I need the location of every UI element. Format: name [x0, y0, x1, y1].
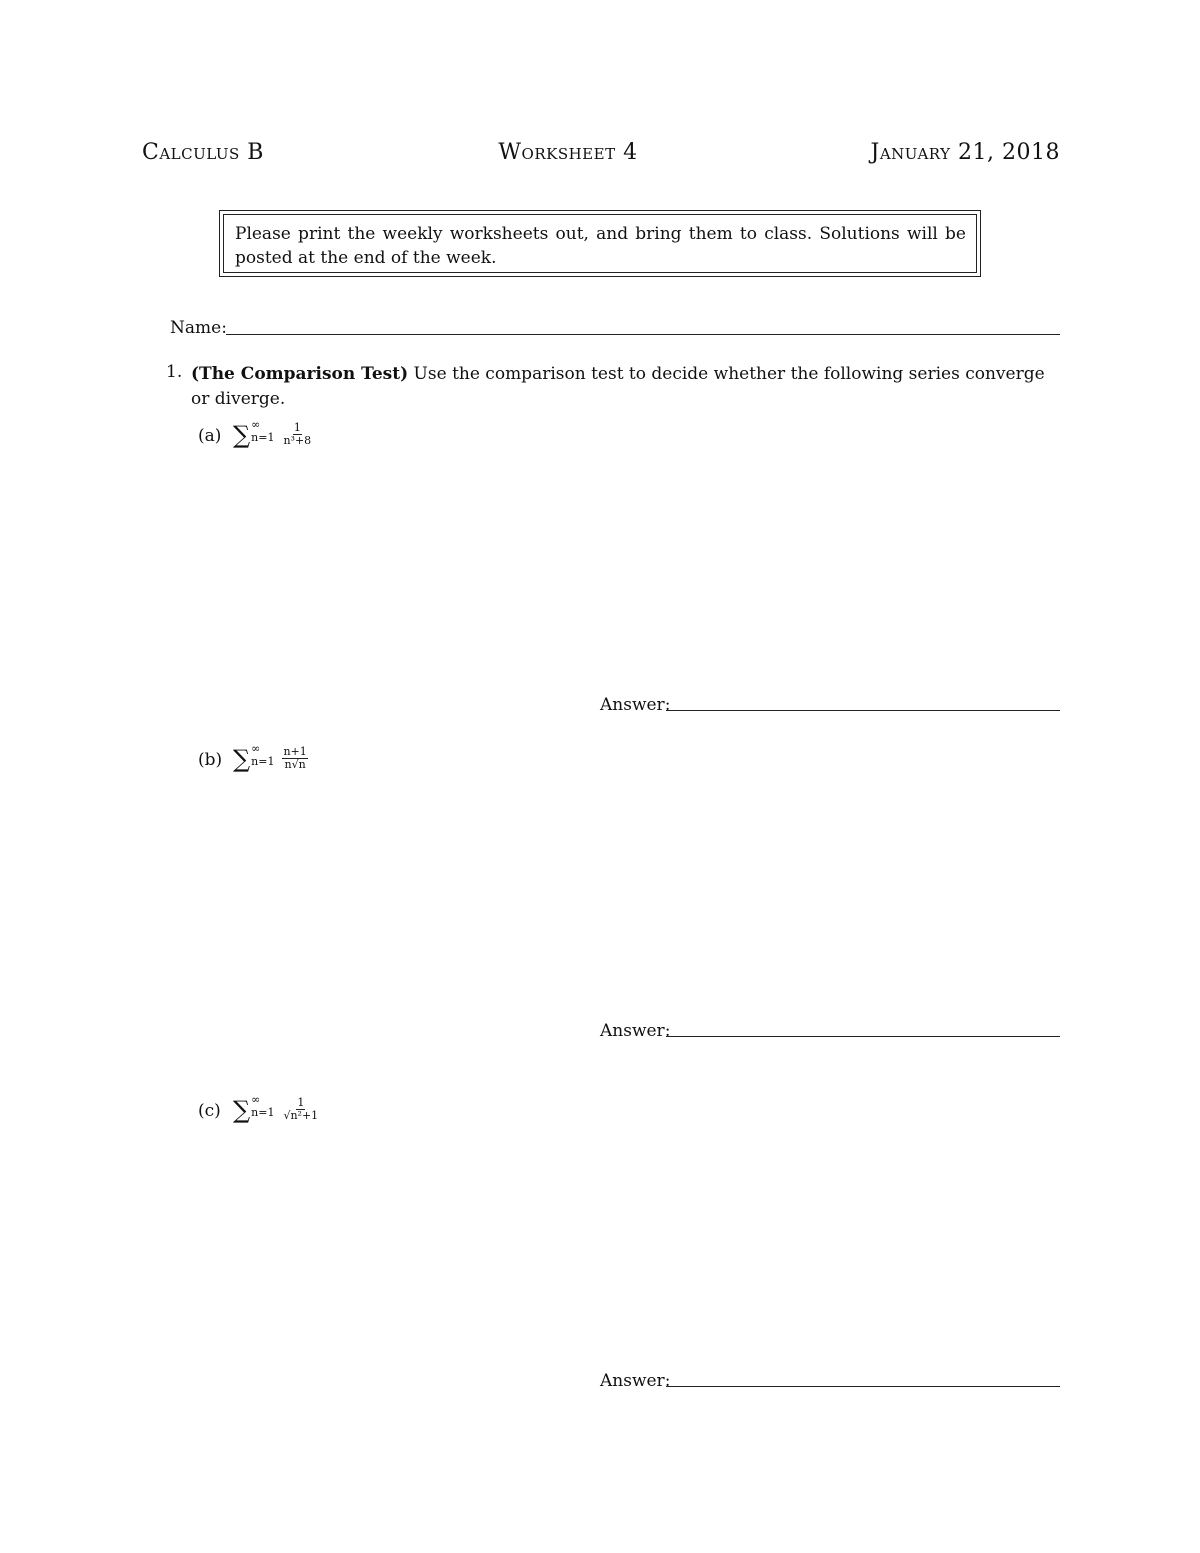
notice-box: [219, 210, 981, 277]
part-b-fraction: [282, 746, 307, 771]
lower-limit: n=1: [251, 1105, 275, 1119]
upper-limit: ∞: [251, 1092, 261, 1106]
answer-b-label: Answer:: [600, 1021, 671, 1041]
answer-a-line: [666, 710, 1060, 711]
denominator: n³+8: [283, 434, 312, 447]
part-b-label: (b): [198, 750, 223, 770]
part-c-fraction: [282, 1097, 319, 1122]
problem-instructions: Use the comparison test to decide whether the following series converge or diverge.: [191, 364, 1045, 409]
lower-limit: n=1: [251, 754, 275, 768]
answer-b-line: [666, 1036, 1060, 1037]
answer-c-line: [666, 1386, 1060, 1387]
answer-c-label: Answer:: [600, 1371, 671, 1391]
part-c-series: [233, 1092, 319, 1124]
numerator: 1: [293, 421, 301, 434]
notice-text: Please print the weekly worksheets out, and bring them to class. Solutions will be posted at the end of the week.: [223, 214, 977, 273]
name-line: [226, 334, 1060, 335]
answer-a-label: Answer:: [600, 695, 671, 715]
name-label: Name:: [170, 318, 227, 338]
worksheet-date: January 21, 2018: [870, 140, 1060, 165]
denominator: n√n: [284, 758, 306, 771]
numerator: 1: [297, 1096, 305, 1109]
part-a-series: [233, 417, 312, 449]
upper-limit: ∞: [251, 417, 261, 431]
course-title: Calculus B: [142, 140, 264, 165]
sigma-symbol: ∑: [233, 420, 251, 449]
denominator: √n²+1: [283, 1109, 319, 1122]
problem-statement: [191, 362, 1060, 412]
sigma-symbol: ∑: [233, 744, 251, 773]
part-a-fraction: [282, 422, 312, 447]
lower-limit: n=1: [251, 430, 275, 444]
part-a-label: (a): [198, 426, 222, 446]
part-c-label: (c): [198, 1101, 221, 1121]
upper-limit: ∞: [251, 741, 261, 755]
part-b-series: [233, 741, 308, 773]
numerator: n+1: [283, 745, 307, 758]
worksheet-title: Worksheet 4: [498, 140, 638, 165]
problem-number: 1.: [166, 362, 183, 382]
sigma-symbol: ∑: [233, 1095, 251, 1124]
problem-title: (The Comparison Test): [191, 364, 409, 384]
